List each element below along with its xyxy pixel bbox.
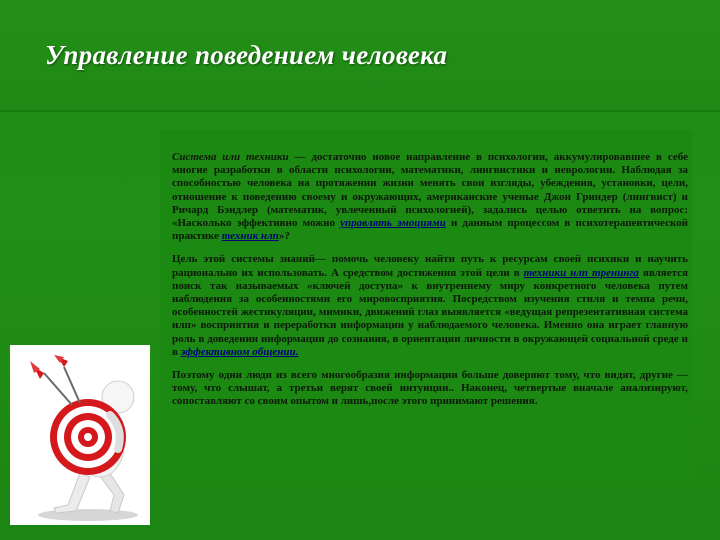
dart-icon [30, 355, 80, 405]
link-effective-communication[interactable]: эффективном общении. [180, 345, 299, 358]
paragraph-3 [172, 369, 688, 409]
paragraph-2-text-a: Цель этой системы знаний— помочь человеку найти путь к ресурсам своей психики и научить рационально их использовать. А средством достижения этой цели в [172, 253, 688, 279]
illustration [10, 345, 150, 525]
target-icon [50, 399, 126, 475]
slide-title: Управление поведением человека [45, 40, 448, 70]
paragraph-1-text-a: — достаточно новое направление в психологии, аккумулировавшее в себе многие разработки в области психологии, математики, лингвистики и неврологии. Наблюдая за способностью человека на протяжении жизни менять свои взгляды, убеждения, установки, цели, отношение к поведению своему и окружающих, американские ученые Джон Гриндер (лингвист) и Ричард Бэндлер (математик, увлеченный психологией), задались целью ответить на вопрос: «Насколько эффективно можно [172, 151, 688, 230]
paragraph-2 [172, 253, 688, 359]
body-text [172, 151, 688, 419]
lead-term: Система или техники [172, 151, 289, 163]
paragraph-1 [172, 151, 688, 243]
paragraph-1-text-c: »? [278, 230, 290, 243]
paragraph-1-text-b: и данным процессом в психотерапевтической практике [172, 217, 688, 243]
person-carrying-target-icon [10, 345, 150, 525]
paragraph-2-text-b: является поиск так называемых «ключей доступа» к внутреннему миру конкретного человека путем наблюдения за особенностями его мировосприятия. Посредством изучения стиля и темпа речи, особенностей жестикуляции, мимики, движений глаз выявляется «ведущая репрезентативная система нлп» восприятия и переработки информации у наблюдаемого человека. Именно она играет главную роль в доведении информации до сознания, в ориентации личности в окружающей социальной среде и в [172, 266, 688, 358]
link-manage-emotions[interactable]: управлять эмоциями [340, 217, 446, 230]
paragraph-3-text: Поэтому одни люди из всего многообразия информации больше доверяют тому, что видят, другие — тому, что слышат, а третьи верят своей интуиции.. Наконец, четвертые вначале анализируют, сопоставляют со своим опытом и лишь,после этого принимают решения. [172, 369, 688, 408]
link-nlp-techniques[interactable]: техник нлп [221, 230, 279, 243]
title-divider [0, 110, 720, 112]
link-nlp-training[interactable]: техники нлп тренинга [523, 266, 639, 279]
